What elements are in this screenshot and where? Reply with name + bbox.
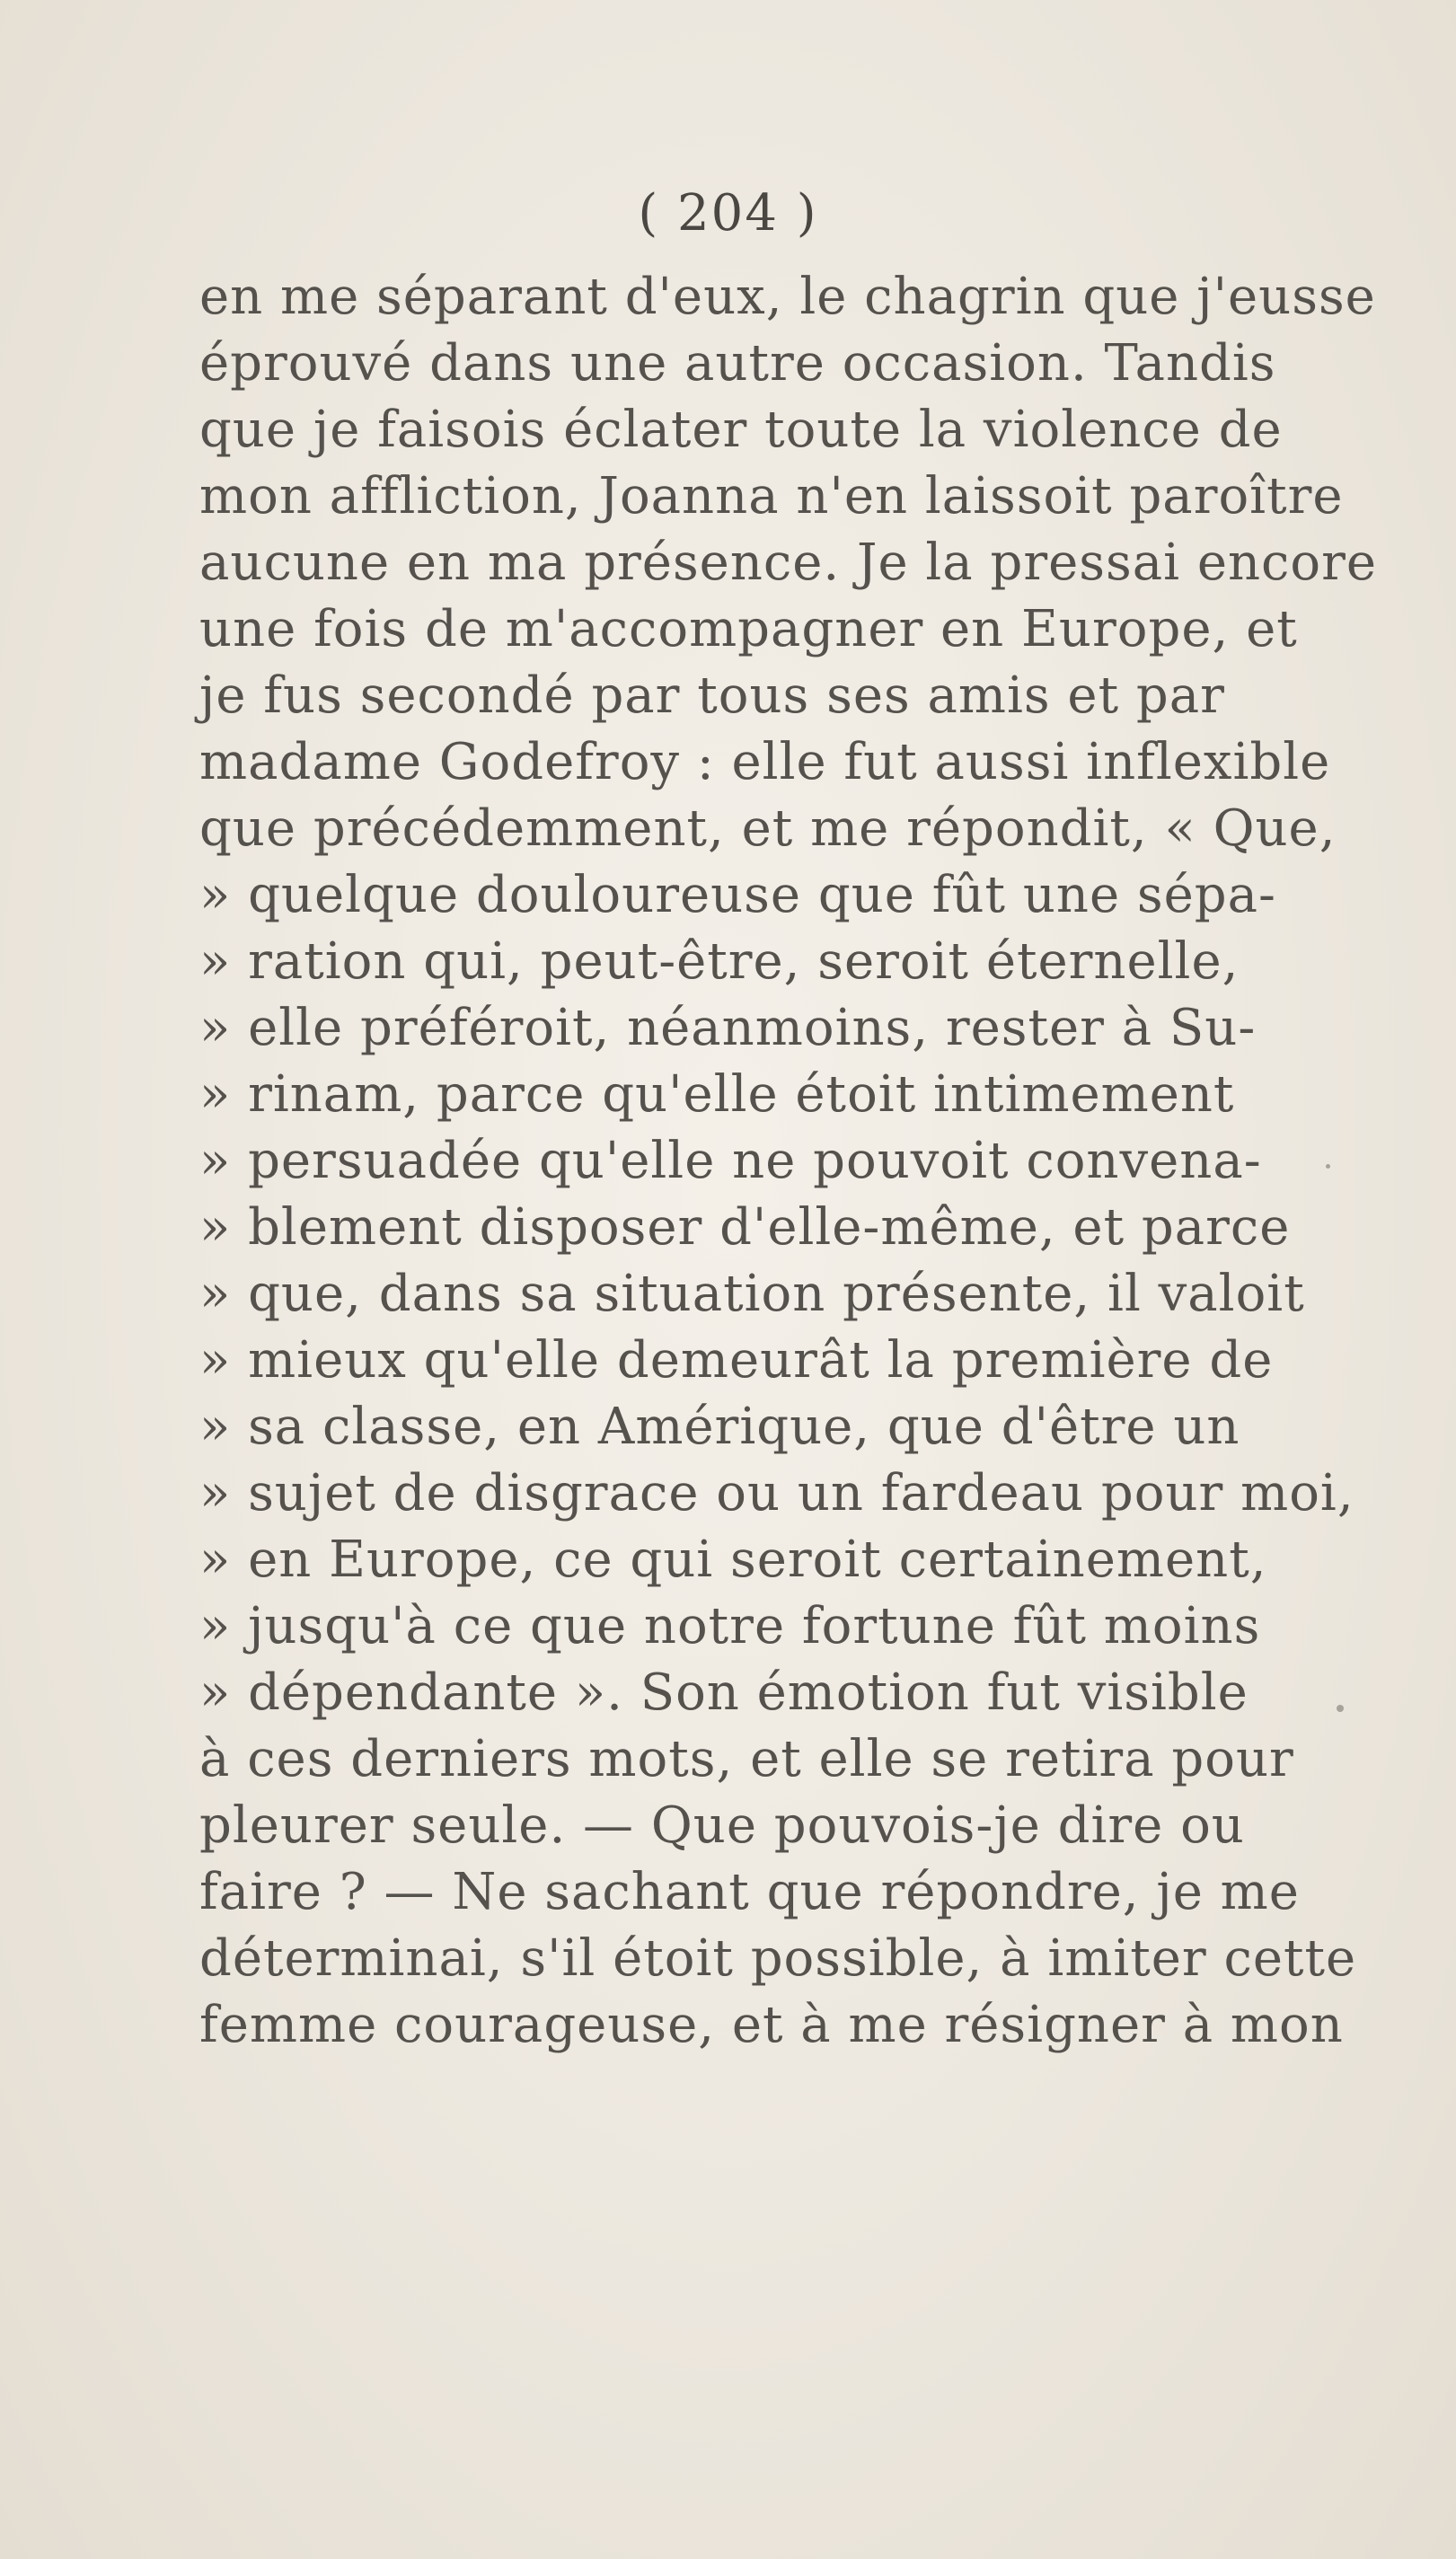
text-line: » jusqu'à ce que notre fortune fût moins <box>199 1597 1261 1655</box>
text-line: » sujet de disgrace ou un fardeau pour moi, <box>199 1464 1355 1522</box>
text-line: » en Europe, ce qui seroit certainement, <box>199 1531 1267 1589</box>
text-line: que je faisois éclater toute la violence de <box>199 401 1283 459</box>
text-line: » persuadée qu'elle ne pouvoit convena- <box>199 1132 1262 1190</box>
text-line: une fois de m'accompagner en Europe, et <box>199 600 1298 658</box>
text-line: mon affliction, Joanna n'en laissoit paroître <box>199 467 1344 525</box>
text-line: faire ? — Ne sachant que répondre, je me <box>199 1863 1300 1921</box>
text-line: » blement disposer d'elle-même, et parce <box>199 1198 1291 1257</box>
text-line: » que, dans sa situation présente, il valoit <box>199 1265 1305 1323</box>
ink-speck <box>1326 1164 1330 1169</box>
text-line: » dépendante ». Son émotion fut visible <box>199 1663 1249 1722</box>
text-line: pleurer seule. — Que pouvois-je dire ou <box>199 1796 1245 1855</box>
text-line: » quelque douloureuse que fût une sépa- <box>199 866 1276 924</box>
text-line: à ces derniers mots, et elle se retira pour <box>199 1730 1294 1788</box>
text-line: » ration qui, peut-être, seroit éternelle, <box>199 932 1240 991</box>
text-line: » sa classe, en Amérique, que d'être un <box>199 1398 1240 1456</box>
text-line: aucune en ma présence. Je la pressai encore <box>199 534 1378 592</box>
text-line: que précédemment, et me répondit, « Que, <box>199 799 1337 858</box>
text-line: » mieux qu'elle demeurât la première de <box>199 1331 1274 1390</box>
text-line: » rinam, parce qu'elle étoit intimement <box>199 1065 1235 1124</box>
page-number: ( 204 ) <box>638 184 818 243</box>
text-line: en me séparant d'eux, le chagrin que j'eusse <box>199 268 1376 326</box>
ink-speck <box>1337 1705 1344 1712</box>
text-line: éprouvé dans une autre occasion. Tandis <box>199 334 1276 393</box>
text-line: femme courageuse, et à me résigner à mon <box>199 1996 1344 2054</box>
text-line: déterminai, s'il étoit possible, à imiter cette <box>199 1929 1357 1988</box>
text-line: madame Godefroy : elle fut aussi inflexible <box>199 733 1331 791</box>
text-line: je fus secondé par tous ses amis et par <box>199 666 1225 725</box>
text-line: » elle préféroit, néanmoins, rester à Su- <box>199 999 1257 1057</box>
